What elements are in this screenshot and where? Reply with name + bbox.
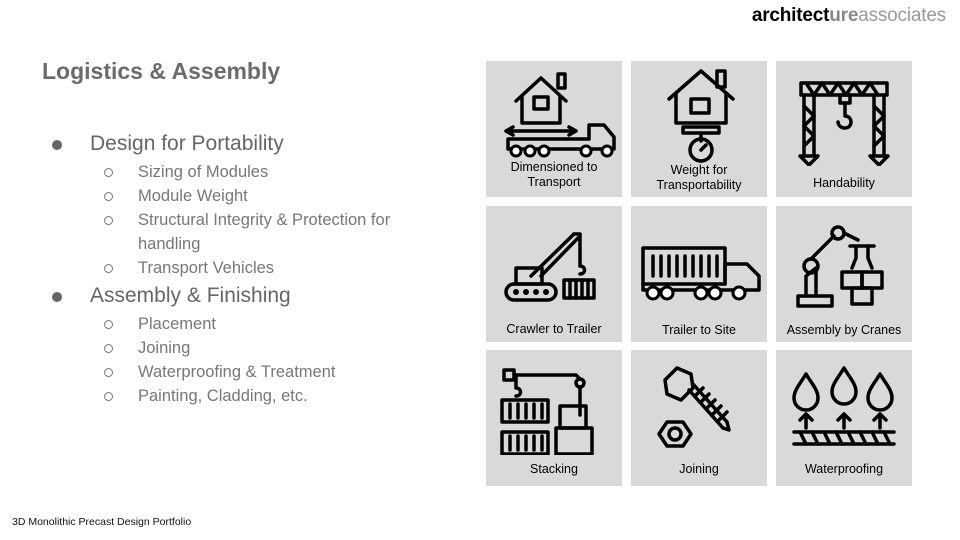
bullet-dot: [52, 292, 62, 302]
sub-bullet: Joining: [50, 336, 450, 360]
icon-grid: [486, 61, 912, 486]
sub-bullet: Waterproofing & Treatment: [50, 360, 450, 384]
gantry-crane-icon: [776, 61, 912, 166]
sub-bullet: Painting, Cladding, etc.: [50, 384, 450, 408]
sub-bullet: Placement: [50, 312, 450, 336]
tile-assembly-by-cranes: Assembly by Cranes: [776, 206, 912, 342]
bullet-dot: [52, 140, 62, 150]
house-on-scale-icon: [631, 61, 767, 166]
sub-bullet: Structural Integrity & Protection for handling: [50, 208, 450, 256]
tile-trailer-to-site: Trailer to Site: [631, 206, 767, 342]
sub-bullet: Sizing of Modules: [50, 160, 450, 184]
tile-handability: Handability: [776, 61, 912, 197]
page-title: Logistics & Assembly: [42, 58, 281, 84]
house-on-truck-icon: [486, 61, 622, 166]
brand-logo: architectureassociates: [751, 5, 946, 26]
container-truck-icon: [631, 206, 767, 311]
tile-weight-for-transportability: Weight for Transportability: [631, 61, 767, 197]
bolt-nut-icon: [631, 350, 767, 455]
tile-dimensioned-to-transport: Dimensioned to Transport: [486, 61, 622, 197]
sub-bullet: Module Weight: [50, 184, 450, 208]
tile-joining: Joining: [631, 350, 767, 486]
stacking-containers-icon: [486, 350, 622, 455]
crawler-crane-icon: [486, 206, 622, 311]
water-drops-icon: [776, 350, 912, 455]
sub-bullet: Transport Vehicles: [50, 256, 450, 280]
tile-waterproofing: Waterproofing: [776, 350, 912, 486]
bullet-design-portability: Design for Portability: [50, 130, 450, 158]
tile-stacking: Stacking: [486, 350, 622, 486]
tile-crawler-to-trailer: Crawler to Trailer: [486, 206, 622, 342]
footer-text: 3D Monolithic Precast Design Portfolio: [12, 516, 192, 528]
bullet-assembly-finishing: Assembly & Finishing: [50, 282, 450, 310]
bullet-list: [50, 130, 450, 408]
robotic-arm-icon: [776, 206, 912, 311]
